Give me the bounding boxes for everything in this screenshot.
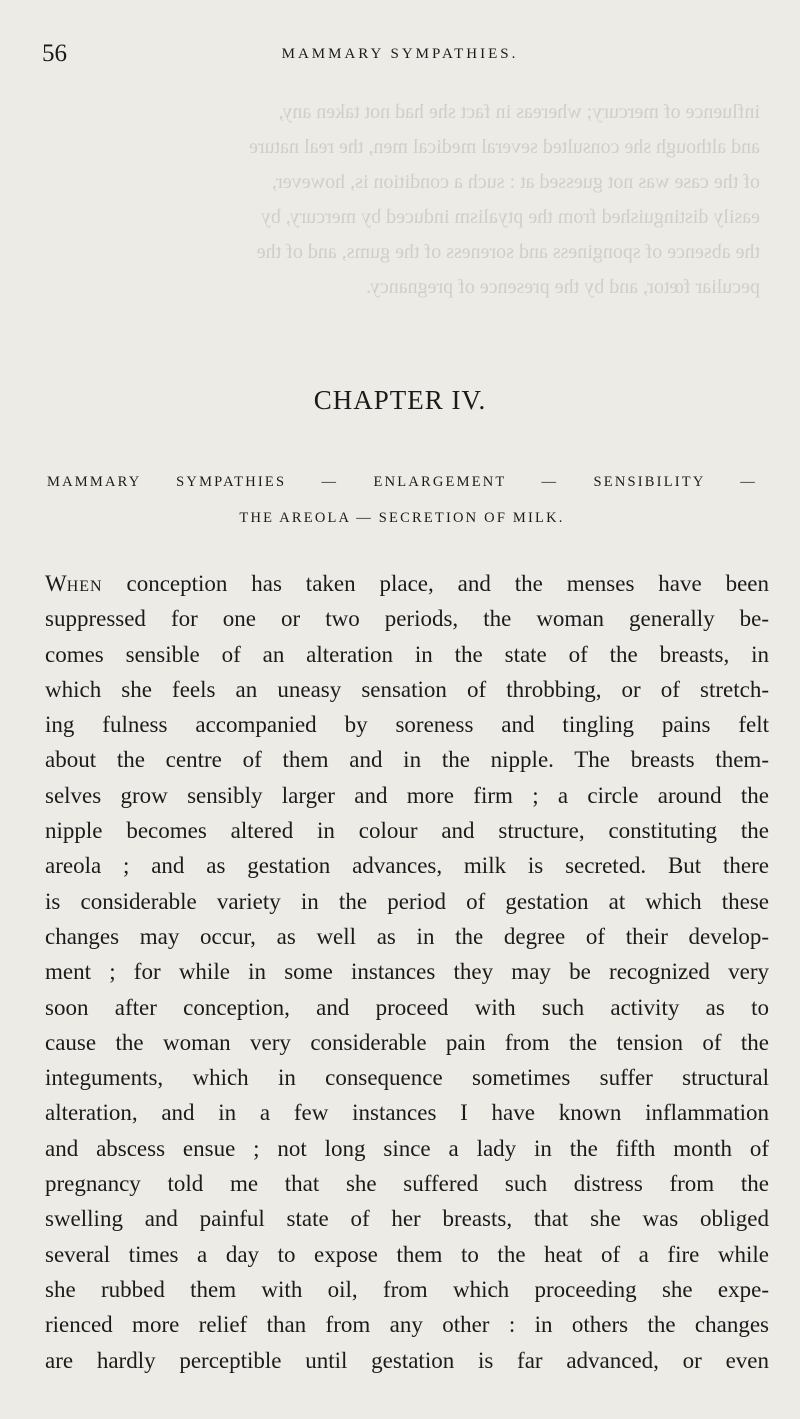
body-line: cause the woman very considerable pain from the tension of the <box>45 1029 769 1055</box>
body-line: about the centre of them and in the nipple. The breasts them- <box>45 747 769 773</box>
bleed-line: of the case was not guessed at : such a condition is, however, <box>272 171 760 193</box>
chapter-summary <box>47 464 757 536</box>
body-line: ing fulness accompanied by soreness and tingling pains felt <box>45 712 769 738</box>
body-line: ment ; for while in some instances they may be recognized very <box>45 959 769 985</box>
body-line: changes may occur, as well as in the degree of their develop- <box>45 923 769 949</box>
bleed-line: peculiar fœtor, and by the presence of pregnancy. <box>366 276 760 298</box>
chapter-summary-line-1: MAMMARY SYMPATHIES — ENLARGEMENT — SENSIBILITY — <box>47 474 757 490</box>
body-line: selves grow sensibly larger and more firm ; a circle around the <box>45 782 769 808</box>
bleed-through-text <box>40 95 760 305</box>
body-line: which she feels an uneasy sensation of throbbing, or of stretch- <box>45 676 769 702</box>
body-line: and abscess ensue ; not long since a lady in the fifth month of <box>45 1135 769 1161</box>
chapter-title: CHAPTER IV. <box>313 385 487 415</box>
body-line: pregnancy told me that she suffered such distress from the <box>45 1171 769 1197</box>
body-line: areola ; and as gestation advances, milk is secreted. But there <box>45 853 769 879</box>
body-line: swelling and painful state of her breasts, that she was obliged <box>45 1206 769 1232</box>
body-line: rienced more relief than from any other : in others the changes <box>45 1312 769 1338</box>
body-line: she rubbed them with oil, from which proceeding she expe- <box>45 1276 769 1302</box>
body-line: When conception has taken place, and the menses have been <box>45 571 769 596</box>
body-line: several times a day to expose them to the heat of a fire while <box>45 1241 769 1267</box>
body-line: comes sensible of an alteration in the state of the breasts, in <box>45 641 769 667</box>
body-line: are hardly perceptible until gestation is far advanced, or even <box>45 1347 769 1373</box>
body-line: soon after conception, and proceed with such activity as to <box>45 994 769 1020</box>
bleed-line: easily distinguished from the ptyalism induced by mercury, by <box>260 206 760 228</box>
body-paragraph <box>45 566 769 1378</box>
bleed-line: influence of mercury; whereas in fact she had not taken any, <box>278 101 760 123</box>
body-line: integuments, which in consequence sometimes suffer structural <box>45 1065 769 1091</box>
body-line: suppressed for one or two periods, the woman generally be- <box>45 606 769 632</box>
bleed-line: and although she consulted several medical men, the real nature <box>249 136 760 158</box>
body-line: alteration, and in a few instances I have known inflammation <box>45 1100 769 1126</box>
body-line: nipple becomes altered in colour and structure, constituting the <box>45 818 769 844</box>
page-number: 56 <box>42 40 67 67</box>
page-header <box>40 40 760 76</box>
bleed-line: the absence of sponginess and soreness of the gums, and of the <box>256 241 760 263</box>
running-title: MAMMARY SYMPATHIES. <box>281 46 519 62</box>
body-line: is considerable variety in the period of gestation at which these <box>45 888 769 914</box>
chapter-summary-line-2: THE AREOLA — SECRETION OF MILK. <box>239 510 565 526</box>
